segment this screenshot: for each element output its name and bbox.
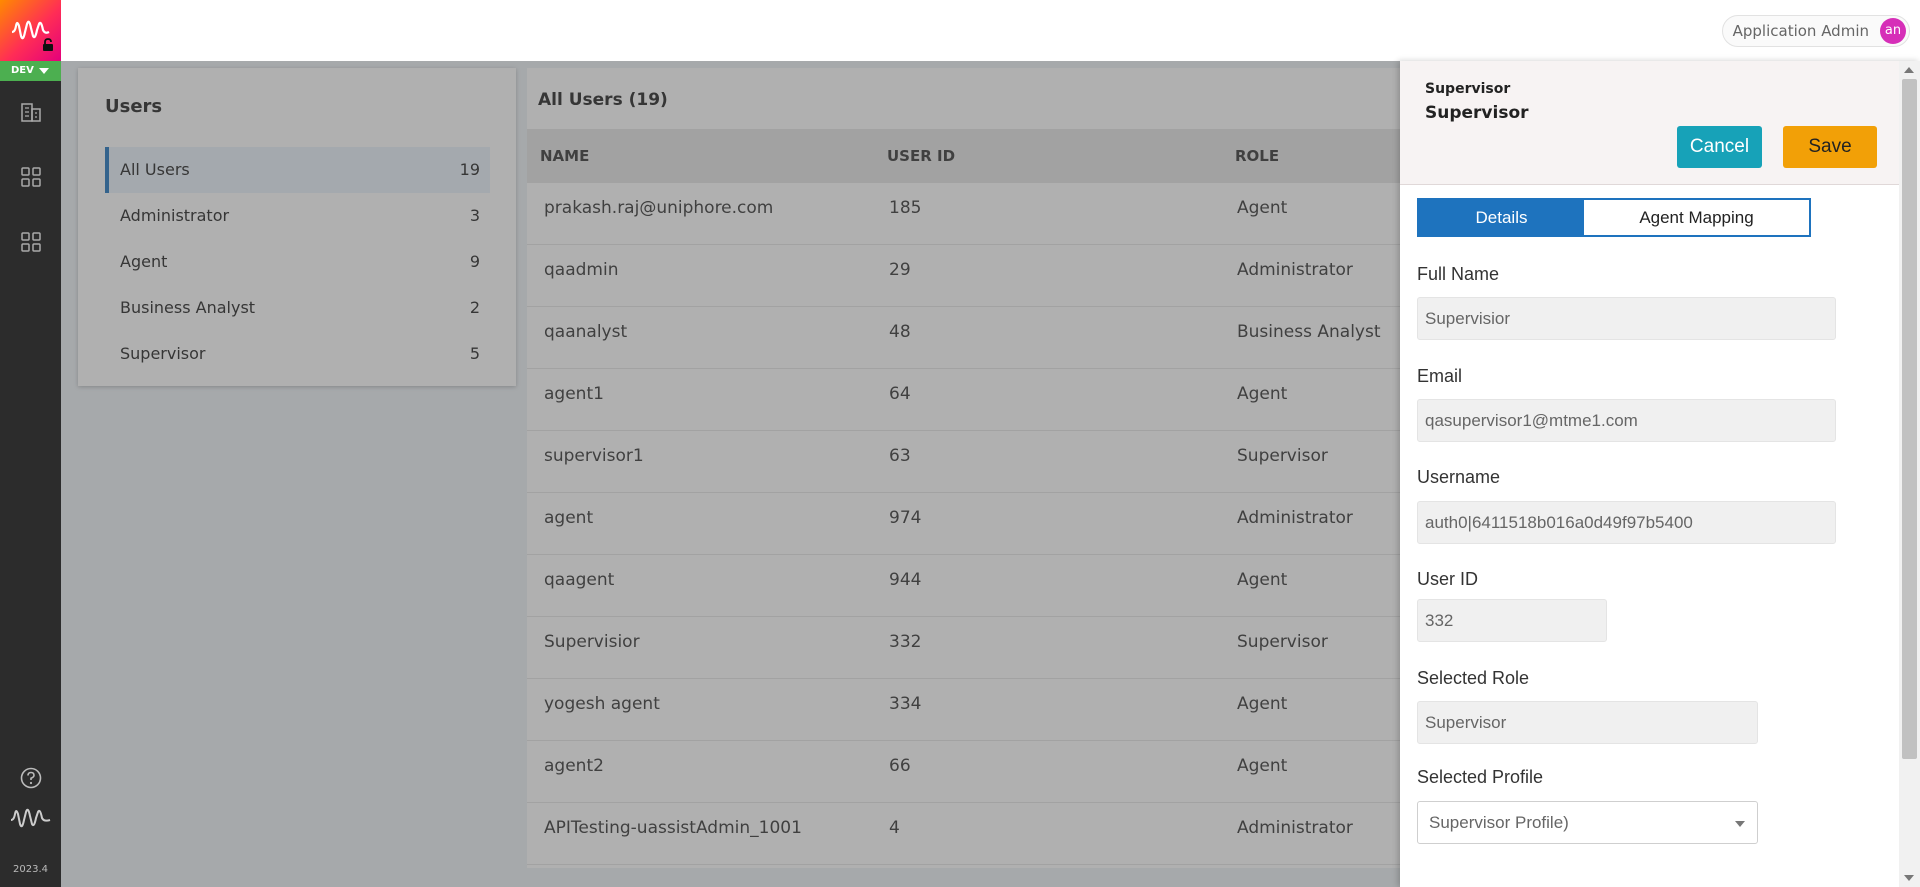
drawer-subtitle: Supervisor: [1425, 81, 1511, 97]
drawer-title: Supervisor: [1425, 103, 1529, 123]
cell-role: Administrator: [1237, 818, 1353, 838]
cell-role: Supervisor: [1237, 446, 1328, 466]
scroll-down-icon[interactable]: [1904, 875, 1914, 881]
help-icon[interactable]: [19, 766, 43, 790]
cell-user-id: 332: [889, 632, 922, 652]
cell-role: Business Analyst: [1237, 322, 1381, 342]
user-id-field[interactable]: 332: [1417, 599, 1607, 642]
full-name-label: Full Name: [1417, 264, 1500, 284]
cell-user-id: 974: [889, 508, 922, 528]
cell-name: supervisor1: [544, 446, 644, 466]
user-id-label: User ID: [1417, 569, 1479, 589]
cell-user-id: 29: [889, 260, 911, 280]
selected-profile-value: Supervisor Profile): [1429, 813, 1569, 832]
cell-user-id: 48: [889, 322, 911, 342]
building-icon[interactable]: [19, 100, 43, 124]
waveform-logo-icon: [10, 806, 52, 830]
tab-details[interactable]: Details: [1419, 200, 1584, 235]
cell-role: Agent: [1237, 384, 1288, 404]
column-header-user-id[interactable]: USER ID: [887, 147, 956, 165]
cancel-button[interactable]: Cancel: [1677, 126, 1762, 168]
cell-role: Administrator: [1237, 260, 1353, 280]
cell-role: Administrator: [1237, 508, 1353, 528]
role-filter-count: 2: [469, 298, 480, 317]
cell-name: prakash.raj@uniphore.com: [544, 198, 774, 218]
username-field[interactable]: auth0|6411518b016a0d49f97b5400: [1417, 501, 1836, 544]
cell-user-id: 334: [889, 694, 922, 714]
environment-label: DEV: [11, 65, 34, 76]
cell-role: Agent: [1237, 198, 1288, 218]
role-filter-label: Administrator: [120, 206, 230, 225]
cell-role: Agent: [1237, 756, 1288, 776]
app-logo[interactable]: [0, 0, 61, 61]
column-header-role[interactable]: ROLE: [1235, 147, 1280, 165]
user-menu[interactable]: [1722, 15, 1910, 47]
cell-user-id: 64: [889, 384, 911, 404]
cell-user-id: 185: [889, 198, 922, 218]
top-bar: [61, 0, 1920, 61]
cell-name: yogesh agent: [544, 694, 660, 714]
cell-name: qaanalyst: [544, 322, 628, 342]
role-filter-label: Agent: [120, 252, 168, 271]
cell-role: Agent: [1237, 570, 1288, 590]
role-filter-label: All Users: [120, 160, 190, 179]
tab-agent-mapping[interactable]: Agent Mapping: [1584, 200, 1809, 235]
cell-role: Supervisor: [1237, 632, 1328, 652]
cell-name: qaagent: [544, 570, 615, 590]
scrollbar-thumb[interactable]: [1902, 79, 1917, 759]
cell-user-id: 66: [889, 756, 911, 776]
cell-name: Supervisior: [544, 632, 640, 652]
version-label: 2023.4: [13, 864, 48, 875]
cell-user-id: 4: [889, 818, 900, 838]
users-title: Users: [105, 96, 163, 117]
scroll-up-icon[interactable]: [1904, 67, 1914, 73]
role-filter-label: Business Analyst: [120, 298, 256, 317]
cell-name: qaadmin: [544, 260, 619, 280]
cell-name: agent: [544, 508, 594, 528]
cell-name: APITesting-uassistAdmin_1001: [544, 818, 802, 838]
user-edit-drawer: [1400, 61, 1920, 887]
username-label: Username: [1417, 467, 1501, 487]
table-title: All Users (19): [538, 90, 668, 110]
role-filter-count: 9: [469, 252, 480, 271]
chevron-down-icon: [1735, 821, 1745, 827]
drawer-scrollbar[interactable]: [1899, 61, 1920, 887]
email-label: Email: [1417, 366, 1463, 386]
left-rail: [0, 0, 61, 887]
selected-role-field[interactable]: Supervisor: [1417, 701, 1758, 744]
drawer-header: [1400, 61, 1899, 185]
drawer-tabs: [1417, 198, 1811, 237]
selected-profile-select[interactable]: [1417, 801, 1758, 844]
cell-user-id: 63: [889, 446, 911, 466]
selected-profile-label: Selected Profile: [1417, 767, 1544, 787]
cell-user-id: 944: [889, 570, 922, 590]
email-field[interactable]: qasupervisor1@mtme1.com: [1417, 399, 1836, 442]
full-name-field[interactable]: Supervisior: [1417, 297, 1836, 340]
avatar: an: [1880, 18, 1906, 44]
chevron-down-icon: [39, 68, 49, 74]
cell-name: agent1: [544, 384, 604, 404]
role-filter-label: Supervisor: [120, 344, 206, 363]
role-filter-count: 3: [469, 206, 480, 225]
apps-grid-icon[interactable]: [19, 165, 43, 189]
role-filter-count: 5: [469, 344, 480, 363]
lock-icon: [41, 38, 55, 52]
save-button[interactable]: Save: [1783, 126, 1877, 168]
selected-role-label: Selected Role: [1417, 668, 1530, 688]
column-header-name[interactable]: NAME: [540, 147, 590, 165]
cell-role: Agent: [1237, 694, 1288, 714]
role-filter-count: 19: [459, 160, 480, 179]
cell-name: agent2: [544, 756, 604, 776]
environment-selector[interactable]: [0, 61, 61, 81]
user-name: Application Admin: [1732, 22, 1869, 40]
apps-grid-icon[interactable]: [19, 230, 43, 254]
